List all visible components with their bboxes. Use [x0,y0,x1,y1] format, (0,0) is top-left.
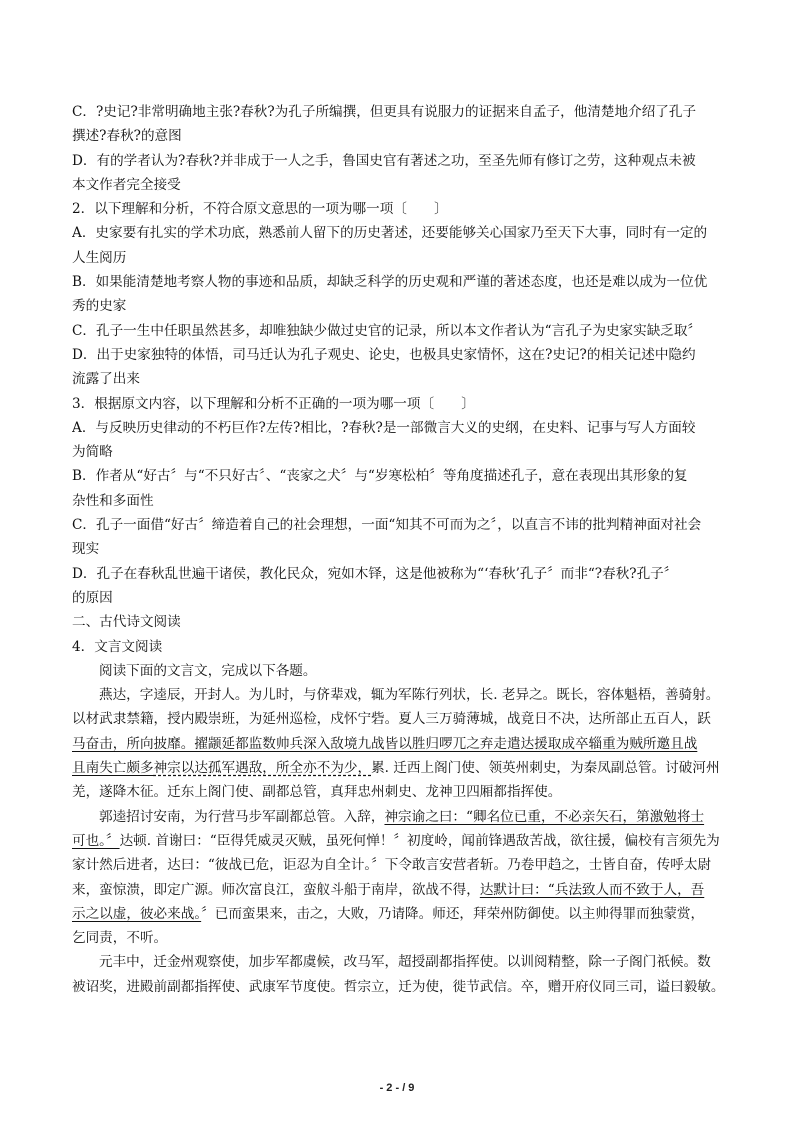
passage-p2-line3: 家计然后进者，达曰：“彼战已危，讵忍为自全计。〞下令敢言安营者斩。乃卷甲趋之，士皆自奋，传呼太尉 [72,857,712,874]
underlined-sentence: 神宗谕之曰：“卿名位已重，不必亲矢石，第激勉将士 [384,808,705,825]
q2-option-a-line1: A．史家要有扎实的学术功底，熟悉前人留下的历史著述，还要能够关心国家乃至天下大事，同时有一定的 [72,225,708,242]
passage-p1-line1: 燕达，字逵辰，开封人。为儿时，与侪辈戏，辄为军陈行列状，长. 老异之。既长，容体魁梧，善骑射。 [99,687,720,704]
document-body [72,100,732,999]
q3-option-d-line2: 的原因 [72,589,113,606]
page-number: - 2 - / 9 [379,1082,415,1094]
q2-stem: 2．以下理解和分析，不符合原文意思的一项为哪一项〔 〕 [72,201,448,218]
passage-text: 来，蛮惊溃，即定广源。师次富良江，蛮舣斗船于南岸，欲战不得， [72,881,480,898]
passage-text: 〞已而蛮果来，击之，大败，乃请降。师还，拜荣州防御使。以主帅得罪而独蒙赏， [201,905,705,922]
q1-option-c-line1: C．?史记?非常明确地主张?春秋?为孔子所编撰，但更具有说服力的证据来自孟子，他清楚地介绍了孔子 [72,104,697,120]
passage-p3-line1: 元丰中，迁金州观察使，加步军都虞候，改马军，超授副都指挥使。以训阅精整，除一子阁门祇候。数 [99,954,711,971]
passage-p1-line4 [72,756,732,780]
q4-title: 4．文言文阅读 [72,638,163,655]
underlined-sentence: 示之以虚，彼必来战。 [72,905,202,922]
q3-option-b-line1: B．作者从“好古〞与“不只好古〞、“丧家之犬〞与“岁寒松柏〞等角度描述孔子，意在表现出其形象的复 [72,468,688,485]
q1-option-c-line2: 撰述?春秋?的意图 [72,128,182,145]
passage-p2-line2 [72,829,732,853]
q2-option-a-line2: 人生阅历 [72,249,127,266]
q2-option-d-line2: 流露了出来 [72,371,140,388]
passage-p1-line5: 羌，遂降木征。迁东上阁门使、副都总管，真拜忠州刺史、龙神卫四厢都指挥使。 [72,784,562,801]
q3-option-d-line1: D．孔子在春秋乱世遍干诸侯，教化民众，宛如木铎，这是他被称为“‘春秋’孔子〞而非“?春秋?孔子〞 [72,565,678,582]
underlined-sentence: 达默计曰：“兵法致人而不致于人，吾 [479,881,705,898]
q3-option-c-line1: C．孔子一面借“好古〞缔造着自己的社会理想，一面“知其不可而为之〞，以直言不讳的批判精神面对社会 [72,517,702,534]
q3-stem: 3．根据原文内容，以下理解和分析不正确的一项为哪一项〔 〕 [72,395,475,412]
q3-option-b-line2: 杂性和多面性 [72,492,154,509]
passage-p2-line4 [72,878,732,902]
q2-option-b-line2: 秀的史家 [72,298,127,315]
dashed-underlined-phrase: 神宗以达孤军遇敌，所全亦不为少， [153,760,372,777]
passage-p2-line5 [72,902,732,926]
q2-option-b-line1: B．如果能清楚地考察人物的事迹和品质，却缺乏科学的历史观和严谨的著述态度，也还是难以成为一位优 [72,274,708,291]
q1-option-d-line2: 本文作者完全接受 [72,176,181,193]
underlined-sentence: 可也。〞 [72,832,120,849]
q1-option-d-line1: D．有的学者认为?春秋?并非成于一人之手，鲁国史官有著述之功，至圣先师有修订之劳，这种观点未被 [72,152,696,169]
underlined-sentence: 且南失亡颇多 [72,760,154,777]
q2-option-c-line1: C．孔子一生中任职虽然甚多，却唯独缺少做过史官的记录，所以本文作者认为“言孔子为史家实缺乏取〞 [72,322,702,339]
passage-p2-line6: 乞同责，不听。 [72,930,168,947]
passage-p1-line2: 以材武隶禁籍，授内殿崇班，为延州巡检，戍怀宁砦。夏人三万骑薄城，战竟日不决，达所部止五百人，跃 [72,711,711,728]
passage-p1-line3 [72,732,732,756]
q3-option-a-line1: A．与反映历史律动的不朽巨作?左传?相比，?春秋?是一部微言大义的史纲，在史料、记事与写人方面较 [72,419,696,436]
passage-text: 郭逵招讨安南，为行营马步军副都总管。入辞， [99,808,385,825]
q4-intro: 阅读下面的文言文，完成以下各题。 [99,662,317,679]
passage-p3-line2: 被诏奖，进殿前副都指挥使、武康军节度使。哲宗立，迁为使，徙节武信。卒，赠开府仪同三司，谥曰毅敏。 [72,978,725,995]
passage-text: 累. 迁西上阁门使、领英州刺史，为秦凤副总管。讨破河州 [371,760,720,777]
q3-option-a-line2: 为简略 [72,444,113,461]
passage-p2-line1 [72,805,732,829]
q2-option-d-line1: D．出于史家独特的体悟，司马迁认为孔子观史、论史，也极具史家情怀，这在?史记?的相关记述中隐约 [72,346,696,363]
section-heading: 二、古代诗文阅读 [72,614,181,631]
passage-text: 达顿. 首谢曰：“臣得凭威灵灭贼，虽死何惮！〞初度岭，闻前锋遇敌苦战，欲往援，偏校有言须先为 [119,832,720,849]
q3-option-c-line2: 现实 [72,541,100,558]
underlined-sentence: 马奋击，所向披靡。擢颛延都监数帅兵深入敌境九战皆以胜归啰兀之弃走遣达援取成卒辎重为贼所邀且战 [72,735,698,752]
